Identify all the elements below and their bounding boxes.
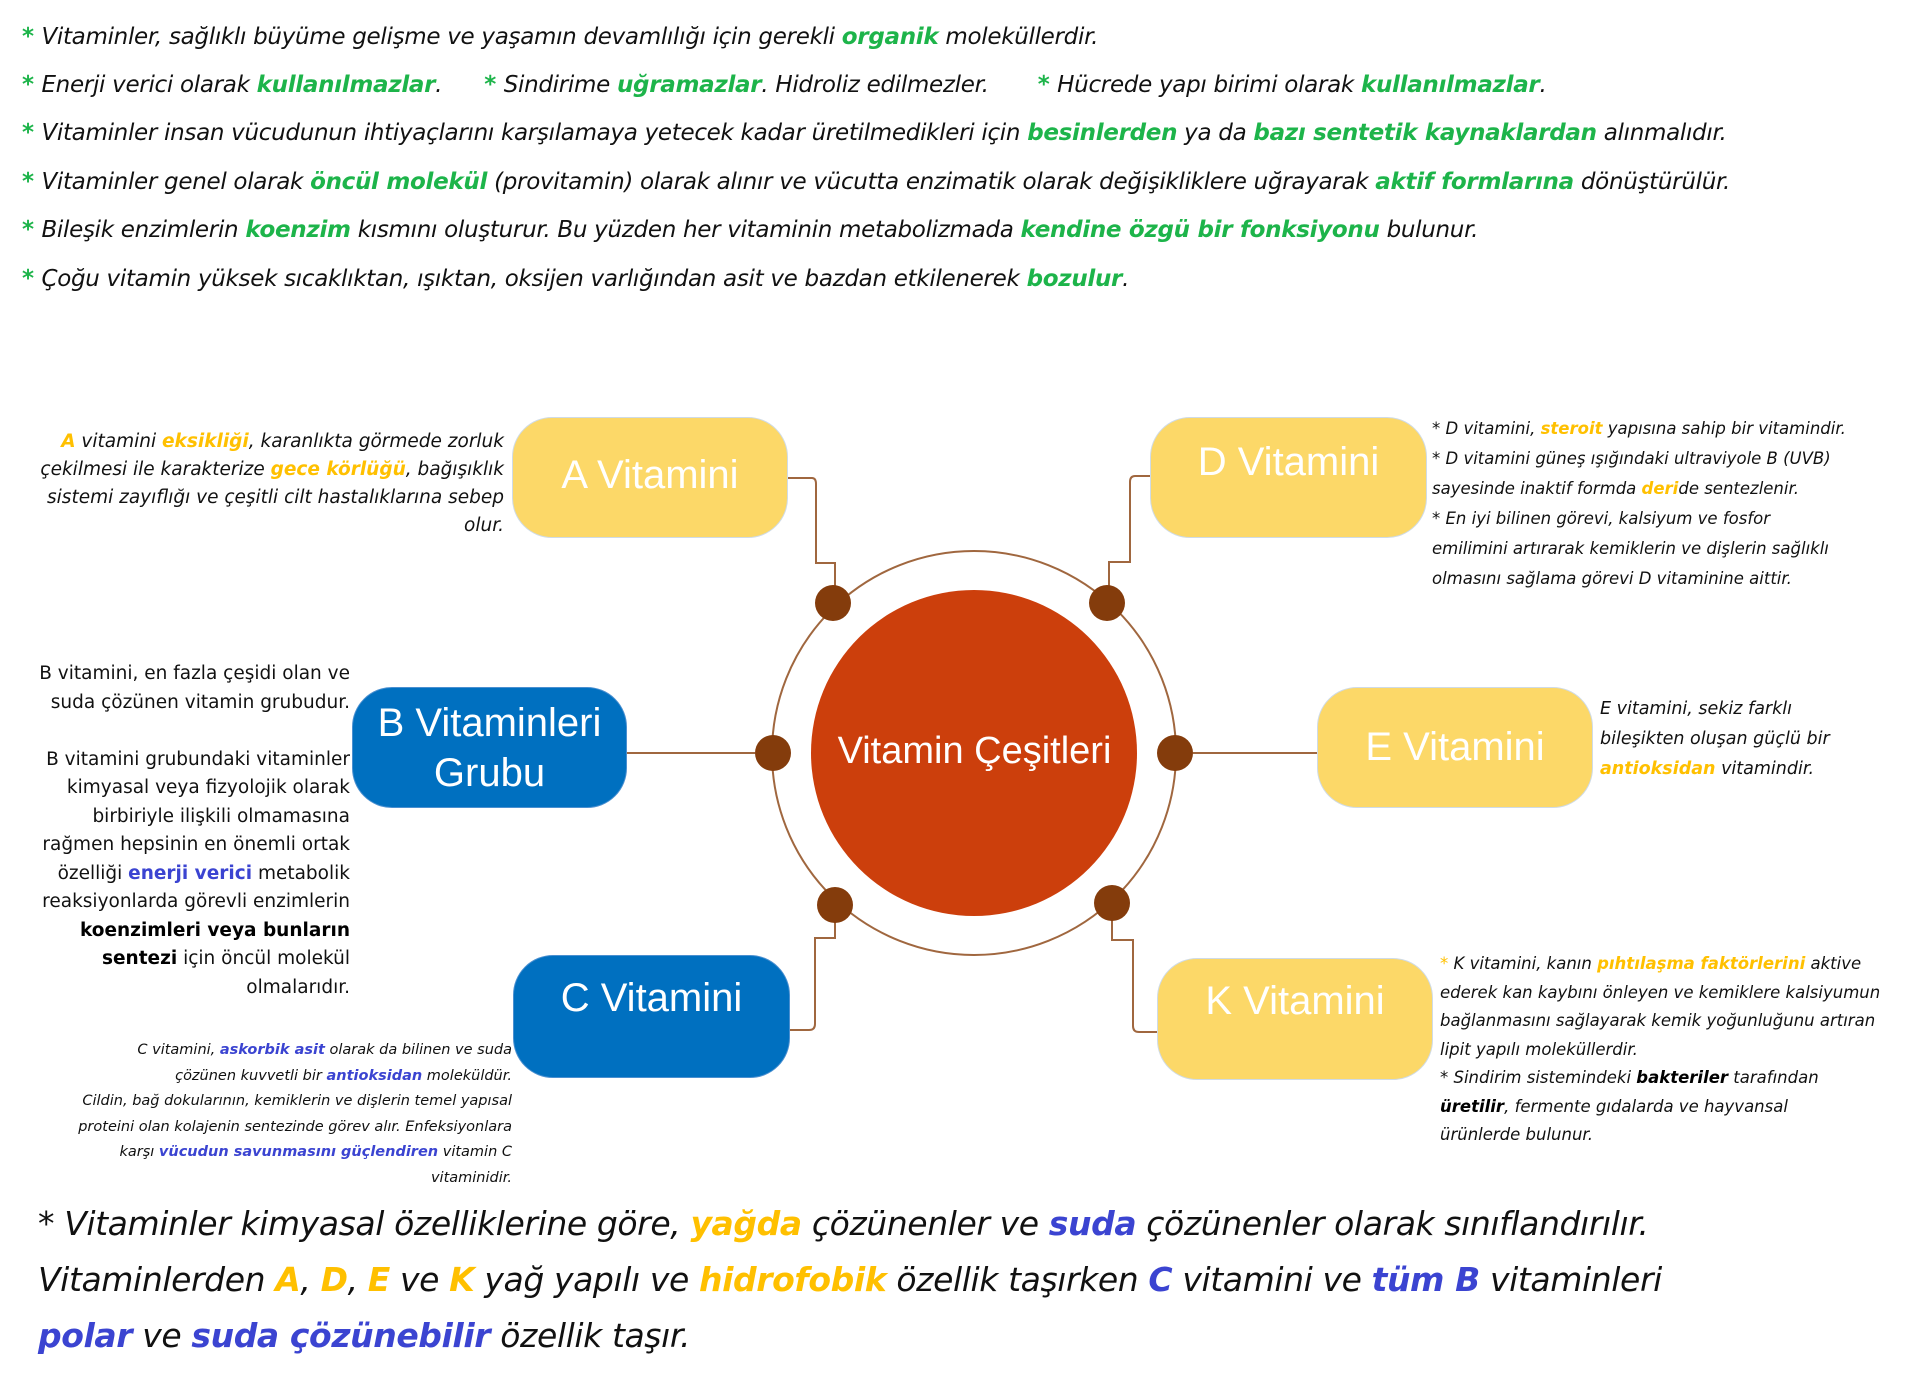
text-segment: Vitaminler genel olarak bbox=[41, 169, 311, 195]
connector-k bbox=[1112, 920, 1157, 1032]
note-line bbox=[30, 456, 504, 484]
text-segment: metabolik bbox=[252, 862, 350, 884]
text-segment: çözünenler ve bbox=[801, 1204, 1049, 1243]
text-segment: için öncül molekül bbox=[177, 948, 350, 969]
highlighted-text: deri bbox=[1641, 479, 1679, 498]
text-segment: vitamini ve bbox=[1172, 1260, 1372, 1299]
text-segment: aktive bbox=[1805, 954, 1862, 973]
highlighted-text: suda çözünebilir bbox=[191, 1316, 491, 1355]
text-segment: Çoğu vitamin yüksek sıcaklıktan, ışıktan, oksijen varlığından asit ve bazdan etkilenerek bbox=[41, 266, 1027, 292]
text-segment: olmalarıdır. bbox=[246, 976, 350, 998]
text-segment: moleküldür. bbox=[422, 1067, 512, 1084]
text-segment: çözünen kuvvetli bir bbox=[175, 1067, 327, 1084]
text-segment: , karanlıkta görmede zorluk bbox=[248, 431, 504, 452]
text-segment: Hücrede yapı birimi olarak bbox=[1057, 72, 1361, 98]
note-line bbox=[1600, 754, 1900, 784]
connector-c bbox=[790, 922, 835, 1030]
text-segment: Sindirime bbox=[503, 72, 617, 98]
note-line bbox=[20, 888, 350, 917]
text-segment: . bbox=[435, 72, 485, 98]
text-segment: olarak da bilinen ve suda bbox=[324, 1042, 512, 1058]
highlighted-text: eksikliği bbox=[161, 431, 249, 452]
dot-d bbox=[1089, 585, 1125, 621]
note-line bbox=[1432, 534, 1912, 564]
highlighted-text: * bbox=[484, 72, 504, 98]
text-segment: Vitaminlerden bbox=[38, 1260, 276, 1299]
node-b-label-line2: Grubu bbox=[433, 750, 546, 795]
text-segment: . bbox=[1122, 266, 1130, 292]
highlighted-text: A bbox=[275, 1260, 301, 1299]
highlighted-text: * bbox=[1037, 72, 1058, 98]
note-line bbox=[1440, 1064, 1918, 1093]
highlighted-text: askorbik asit bbox=[219, 1042, 325, 1058]
text-segment: rağmen hepsinin en önemli ortak bbox=[42, 834, 350, 855]
text-segment bbox=[344, 720, 350, 741]
highlighted-text: vücudun savunmasını güçlendiren bbox=[158, 1144, 439, 1160]
highlighted-text: kullanılmazlar bbox=[1360, 72, 1540, 98]
highlighted-text: besinlerden bbox=[1027, 120, 1178, 146]
note-line bbox=[20, 746, 350, 775]
highlighted-text: organik bbox=[841, 24, 939, 50]
text-segment: E vitamini, sekiz farklı bbox=[1600, 699, 1792, 719]
note-line bbox=[20, 717, 350, 746]
highlighted-text: D bbox=[320, 1260, 348, 1299]
note-line bbox=[20, 860, 350, 889]
note-line bbox=[30, 428, 504, 456]
node-b-vitamin-group[interactable] bbox=[352, 687, 627, 808]
highlighted-text: üretilir bbox=[1440, 1096, 1505, 1116]
text-segment: suda çözünen vitamin grubudur. bbox=[50, 691, 350, 713]
text-segment: Cildin, bağ dokularının, kemiklerin ve dişlerin temel yapısal bbox=[82, 1093, 512, 1109]
highlighted-text: antioksidan bbox=[1600, 759, 1716, 779]
text-segment: , bbox=[300, 1260, 321, 1299]
highlighted-text: koenzim bbox=[245, 217, 351, 243]
note-line bbox=[20, 1140, 512, 1166]
node-k-vitamin[interactable] bbox=[1157, 958, 1433, 1080]
node-a-label: A Vitamini bbox=[561, 453, 739, 497]
highlighted-text: koenzimleri veya bunların bbox=[79, 919, 350, 941]
highlighted-text: * bbox=[22, 120, 42, 146]
highlighted-text: antioksidan bbox=[326, 1067, 423, 1084]
text-segment: Bileşik enzimlerin bbox=[41, 217, 246, 243]
highlighted-text: enerji verici bbox=[128, 862, 253, 884]
highlighted-text: yağda bbox=[690, 1204, 802, 1243]
note-line bbox=[1440, 950, 1918, 979]
highlighted-text: pıhtılaşma faktörlerini bbox=[1597, 954, 1806, 973]
node-a-vitamin[interactable] bbox=[512, 417, 788, 538]
text-segment: ve bbox=[132, 1316, 192, 1355]
highlighted-text: öncül molekül bbox=[310, 169, 488, 195]
highlighted-text: * bbox=[22, 24, 42, 50]
dot-e bbox=[1157, 735, 1193, 771]
note-line bbox=[20, 774, 350, 803]
note-line bbox=[30, 512, 504, 540]
highlighted-text: suda bbox=[1048, 1204, 1137, 1243]
highlighted-text: steroit bbox=[1540, 419, 1603, 438]
text-segment: , bağışıklık bbox=[405, 459, 504, 480]
highlighted-text: K bbox=[449, 1260, 475, 1299]
note-line bbox=[30, 484, 504, 512]
node-e-label: E Vitamini bbox=[1365, 725, 1545, 769]
highlighted-text: uğramazlar bbox=[616, 72, 762, 98]
connector-d bbox=[1109, 476, 1152, 586]
node-b-label-line1: B Vitaminleri bbox=[377, 700, 602, 745]
highlighted-text: bozulur bbox=[1026, 266, 1123, 292]
text-segment: olmasını sağlama görevi D vitaminine aittir. bbox=[1432, 569, 1792, 588]
highlighted-text: * bbox=[1440, 954, 1454, 973]
text-segment: Vitaminler insan vücudunun ihtiyaçlarını karşılamaya yetecek kadar üretilmedikleri için bbox=[41, 120, 1028, 146]
dot-b bbox=[755, 735, 791, 771]
text-segment: bağlanmasını sağlayarak kemik yoğunluğunu artıran bbox=[1440, 1011, 1876, 1030]
highlighted-text: bakteriler bbox=[1636, 1068, 1729, 1087]
text-segment: , fermente gıdalarda ve hayvansal bbox=[1504, 1096, 1788, 1116]
highlighted-text: * bbox=[22, 266, 42, 292]
text-segment: . bbox=[1539, 72, 1547, 98]
note-line bbox=[1600, 694, 1900, 724]
note-line bbox=[20, 660, 350, 689]
text-segment: alınmalıdır. bbox=[1596, 120, 1727, 146]
note-line bbox=[20, 803, 350, 832]
text-segment: vitamin C bbox=[438, 1144, 512, 1160]
note-line bbox=[1440, 1007, 1918, 1036]
note-line bbox=[1432, 504, 1912, 534]
highlighted-text: aktif formlarına bbox=[1375, 169, 1574, 195]
note-line bbox=[1440, 1121, 1918, 1150]
note-e bbox=[1600, 694, 1900, 784]
text-segment: ve bbox=[389, 1260, 450, 1299]
text-segment: çözünenler olarak sınıflandırılır. bbox=[1136, 1204, 1649, 1243]
text-segment: birbiriyle ilişkili olmamasına bbox=[92, 805, 350, 827]
text-segment: Vitaminler, sağlıklı büyüme gelişme ve yaşamın devamlılığı için gerekli bbox=[41, 24, 842, 50]
text-segment: kimyasal veya fizyolojik olarak bbox=[66, 777, 350, 798]
text-segment: vitamindir. bbox=[1715, 759, 1815, 779]
node-d-label: D Vitamini bbox=[1197, 440, 1380, 484]
text-segment: , bbox=[347, 1260, 368, 1299]
text-segment: çekilmesi ile karakterize bbox=[40, 459, 271, 480]
note-line bbox=[20, 945, 350, 974]
note-line bbox=[20, 831, 350, 860]
text-segment: B vitamini grubundaki vitaminler bbox=[46, 748, 350, 770]
note-c bbox=[20, 1038, 512, 1191]
highlighted-text: tüm B bbox=[1371, 1260, 1480, 1299]
text-segment: * Vitaminler kimyasal özelliklerine göre, bbox=[38, 1204, 691, 1243]
text-segment: sayesinde inaktif formda bbox=[1432, 479, 1642, 498]
highlighted-text: gece körlüğü bbox=[270, 459, 406, 480]
text-segment: moleküllerdir. bbox=[938, 24, 1099, 50]
summary-line bbox=[38, 1308, 690, 1364]
center-title: Vitamin Çeşitleri bbox=[837, 730, 1112, 772]
note-line bbox=[20, 1089, 512, 1115]
text-segment: tarafından bbox=[1728, 1068, 1819, 1087]
note-d bbox=[1432, 414, 1912, 594]
text-segment: özellik taşırken bbox=[886, 1260, 1149, 1299]
note-line bbox=[1600, 724, 1900, 754]
note-line bbox=[20, 1038, 512, 1064]
text-segment: * En iyi bilinen görevi, kalsiyum ve fosfor bbox=[1432, 509, 1771, 528]
note-line bbox=[20, 917, 350, 946]
node-c-vitamin[interactable] bbox=[513, 955, 790, 1078]
note-line bbox=[1440, 1093, 1918, 1122]
note-line bbox=[1432, 564, 1912, 594]
node-c-label: C Vitamini bbox=[560, 976, 743, 1020]
text-segment: Enerji verici olarak bbox=[41, 72, 257, 98]
note-line bbox=[20, 1166, 512, 1192]
highlighted-text: * bbox=[22, 217, 42, 243]
note-a bbox=[30, 428, 504, 540]
highlighted-text: kullanılmazlar bbox=[256, 72, 436, 98]
text-segment: özelliği bbox=[57, 862, 129, 884]
dot-k bbox=[1094, 885, 1130, 921]
note-line bbox=[1432, 474, 1912, 504]
text-segment: özellik taşır. bbox=[490, 1316, 691, 1355]
node-k-label: K Vitamini bbox=[1205, 979, 1385, 1023]
note-line bbox=[20, 974, 350, 1003]
summary-line bbox=[38, 1196, 1649, 1252]
note-line bbox=[1440, 1036, 1918, 1065]
text-segment: yapısına sahip bir vitamindir. bbox=[1602, 419, 1846, 438]
text-segment: lipit yapılı moleküllerdir. bbox=[1440, 1039, 1638, 1059]
text-segment: * D vitamini, bbox=[1432, 419, 1541, 438]
text-segment: B vitamini, en fazla çeşidi olan ve bbox=[39, 663, 350, 684]
highlighted-text: C bbox=[1148, 1260, 1173, 1299]
text-segment: ederek kan kaybını önleyen ve kemiklere kalsiyumun bbox=[1440, 982, 1881, 1002]
node-e-vitamin[interactable] bbox=[1317, 687, 1593, 808]
note-line bbox=[20, 1064, 512, 1090]
note-b bbox=[20, 660, 350, 1002]
text-segment: ürünlerde bulunur. bbox=[1440, 1125, 1593, 1144]
text-segment: emilimini artırarak kemiklerin ve dişlerin sağlıklı bbox=[1432, 539, 1829, 558]
text-segment: vitaminidir. bbox=[430, 1169, 512, 1186]
text-segment: ya da bbox=[1177, 120, 1254, 146]
text-segment: vitaminleri bbox=[1479, 1260, 1662, 1299]
highlighted-text: hidrofobik bbox=[699, 1260, 887, 1299]
text-segment: vitamini bbox=[75, 431, 162, 452]
note-line bbox=[1432, 414, 1912, 444]
highlighted-text: E bbox=[367, 1260, 390, 1299]
text-segment: K vitamini, kanın bbox=[1453, 954, 1598, 973]
text-segment: . Hidroliz edilmezler. bbox=[761, 72, 1038, 98]
highlighted-text: polar bbox=[38, 1316, 133, 1355]
text-segment: * D vitamini güneş ışığındaki ultraviyole B (UVB) bbox=[1432, 449, 1831, 468]
note-line bbox=[20, 689, 350, 718]
text-segment: yağ yapılı ve bbox=[474, 1260, 699, 1299]
text-segment: karşı bbox=[119, 1144, 159, 1160]
dot-c bbox=[817, 887, 853, 923]
note-k bbox=[1440, 950, 1918, 1150]
note-line bbox=[20, 1115, 512, 1141]
text-segment: olur. bbox=[464, 515, 504, 536]
highlighted-text: * bbox=[22, 169, 42, 195]
note-line bbox=[1440, 979, 1918, 1008]
node-d-vitamin[interactable] bbox=[1150, 417, 1427, 538]
text-segment: proteini olan kolajenin sentezinde görev alır. Enfeksiyonlara bbox=[78, 1118, 512, 1135]
note-line bbox=[1432, 444, 1912, 474]
highlighted-text: A bbox=[61, 431, 76, 452]
text-segment: (provitamin) olarak alınır ve vücutta enzimatik olarak değişikliklere uğrayarak bbox=[487, 169, 1376, 195]
highlighted-text: kendine özgü bir fonksiyonu bbox=[1020, 217, 1380, 243]
text-segment: bileşikten oluşan güçlü bir bbox=[1600, 729, 1830, 749]
highlighted-text: bazı sentetik kaynaklardan bbox=[1253, 120, 1597, 146]
text-segment: dönüştürülür. bbox=[1573, 169, 1731, 195]
highlighted-text: * bbox=[22, 72, 42, 98]
text-segment: de sentezlenir. bbox=[1678, 479, 1799, 498]
text-segment: kısmını oluşturur. Bu yüzden her vitaminin metabolizmada bbox=[350, 217, 1021, 243]
text-segment: reaksiyonlarda görevli enzimlerin bbox=[42, 891, 350, 912]
dot-a bbox=[815, 585, 851, 621]
text-segment: C vitamini, bbox=[137, 1042, 220, 1058]
connector-a bbox=[788, 478, 835, 588]
highlighted-text: sentezi bbox=[101, 948, 178, 969]
text-segment: bulunur. bbox=[1379, 217, 1479, 243]
text-segment: * Sindirim sistemindeki bbox=[1440, 1068, 1637, 1087]
summary-line bbox=[38, 1252, 1662, 1308]
text-segment: sistemi zayıflığı ve çeşitli cilt hastalıklarına sebep bbox=[47, 487, 504, 508]
